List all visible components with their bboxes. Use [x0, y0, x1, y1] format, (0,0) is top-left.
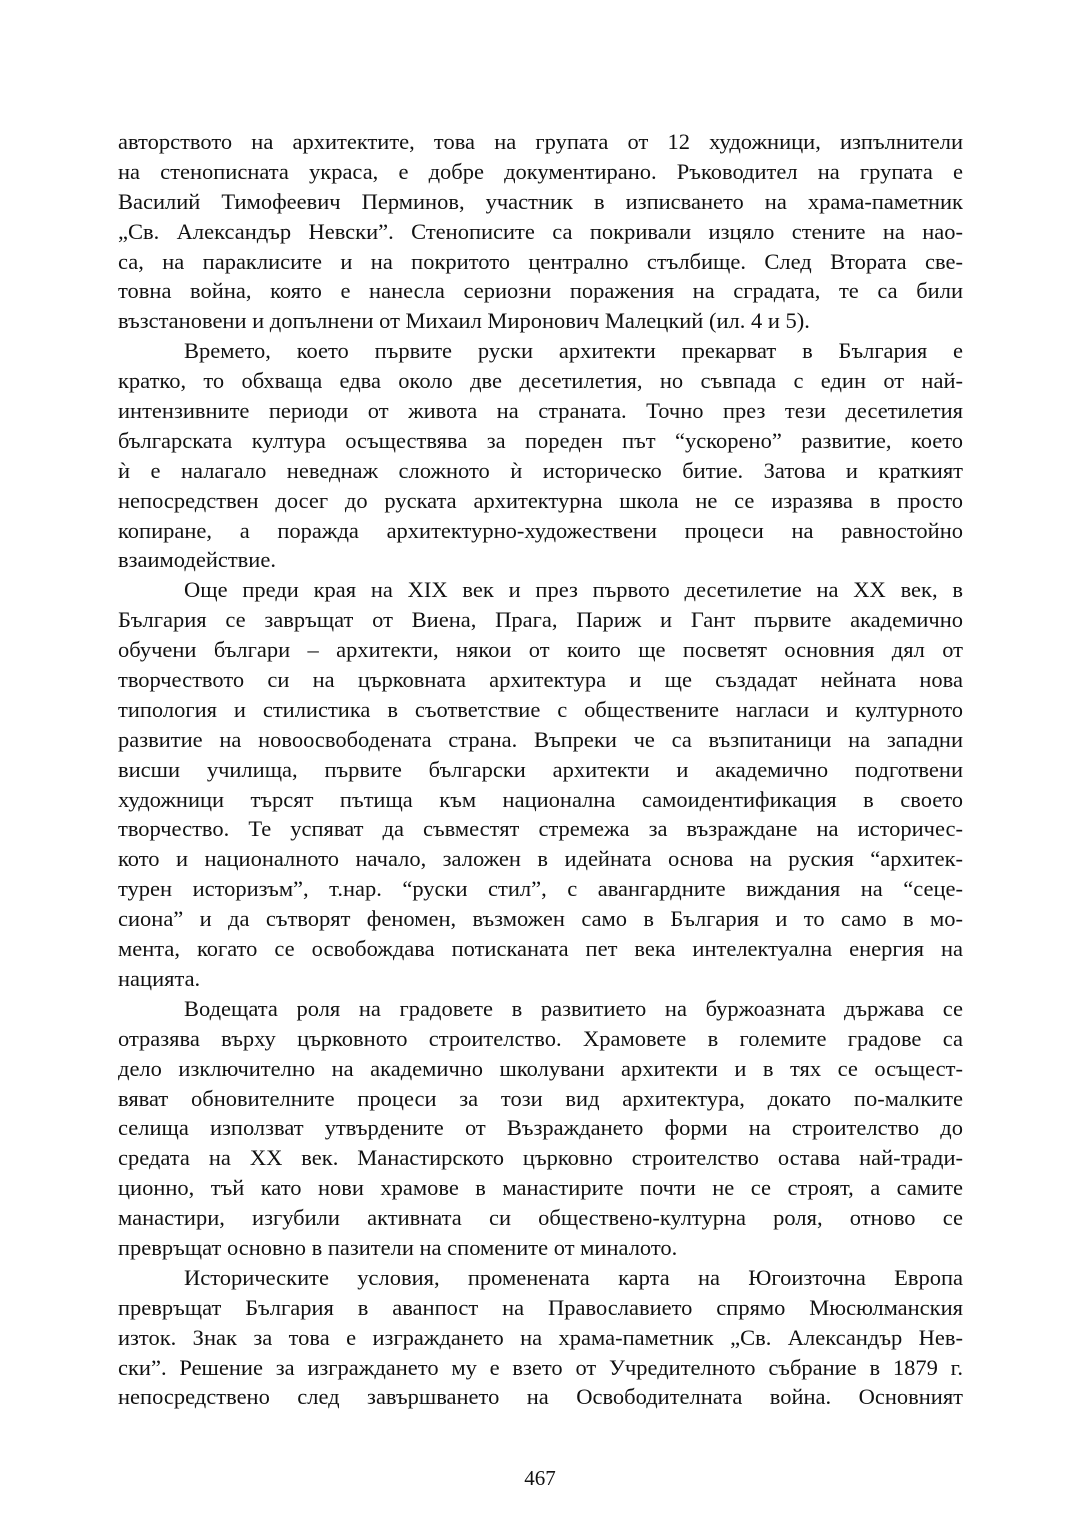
text-line: средата на XX век. Манастирското църковно строителство остава най-тради- [118, 1145, 963, 1171]
text-line: мента, когато се освобождава потисканата пет века интелектуална енергия на [118, 936, 963, 962]
paragraph [118, 127, 963, 336]
text-line: авторството на архитектите, това на групата от 12 художници, изпълнители [118, 129, 963, 154]
text-line: турен историзъм”, т.нар. “руски стил”, с авангардните виждания на “сеце- [118, 876, 963, 902]
text-line: възстановени и допълнени от Михаил Миронович Малецкий (ил. 4 и 5). [118, 308, 810, 334]
text-line: селища използват утвърдените от Възраждането форми на строителство до [118, 1115, 963, 1141]
text-line: непосредствено след завършването на Освободителната война. Основният [118, 1384, 963, 1410]
text-line: на стенописната украса, е добре документирано. Ръководител на групата е [118, 158, 963, 184]
text-line: „Св. Александър Невски”. Стенописите са покривали изцяло стените на нао- [118, 218, 963, 244]
text-line: сиона” и да сътворят феномен, възможен само в България и то само в мо- [118, 906, 963, 932]
text-line: типология и стилистика в съответствие с обществените нагласи и културното [118, 696, 963, 722]
text-line: интензивните периоди от живота на страната. Точно през тези десетилетия [118, 398, 963, 424]
text-line: българската култура осъществява за пореден път “ускорено” развитие, което [118, 427, 963, 453]
text-line: нацията. [118, 965, 201, 991]
text-line: Още преди края на XIX век и през първото десетилетие на XX век, в [184, 577, 963, 603]
text-line: художници търсят пътища към национална самоидентификация в своето [118, 786, 963, 812]
text-line: висши училища, първите български архитекти и академично подготвени [118, 756, 963, 782]
text-line: изток. Знак за това е изграждането на храма-паметник „Св. Александър Нев- [118, 1324, 963, 1350]
text-line: превръщат основно в пазители на спомените от миналото. [118, 1234, 678, 1260]
text-line: Историческите условия, променената карта на Югоизточна Европа [184, 1264, 963, 1290]
text-line: са, на параклисите и на покритото централно стълбище. След Втората све- [118, 248, 963, 274]
text-line: копиране, а поражда архитектурно-художествени процеси на равностойно [118, 517, 963, 543]
text-line: развитие на новоосвободената страна. Въпреки че са възпитаници на западни [118, 726, 963, 752]
text-line: непосредствен досег до руската архитектурна школа не се изразява в просто [118, 487, 963, 513]
text-line: ѝ е налагало неведнаж сложното ѝ историческо битие. Затова и краткият [118, 457, 963, 483]
text-line: кратко, то обхваща едва около две десетилетия, но съвпада с един от най- [118, 368, 963, 394]
text-line: Водещата роля на градовете в развитието на буржоазната държава се [184, 995, 963, 1021]
text-line: кото и националното начало, заложен в идейната основа на руския “архитек- [118, 846, 963, 872]
text-line: взаимодействие. [118, 547, 276, 573]
paragraph [118, 336, 963, 575]
text-line: ски”. Решение за изграждането му е взето от Учредителното събрание в 1879 г. [118, 1354, 963, 1380]
text-line: България се завръщат от Виена, Прага, Париж и Гант първите академично [118, 607, 963, 633]
text-line: отразява върху църковното строителство. Храмовете в големите градове са [118, 1025, 963, 1051]
body-text [118, 127, 963, 1412]
paragraph [118, 575, 963, 993]
text-line: дело изключително на академично школувани архитекти и в тях се осъщест- [118, 1055, 963, 1081]
text-line: товна война, която е нанесла сериозни поражения на сградата, те са били [118, 278, 963, 304]
text-line: творчеството си на църковната архитектура и ще създадат нейната нова [118, 667, 963, 693]
text-line: Времето, което първите руски архитекти прекарват в България е [184, 338, 963, 364]
text-line: обучени българи – архитекти, някои от които ще посветят основния дял от [118, 637, 963, 663]
page-number: 467 [524, 1466, 556, 1490]
text-line: вяват обновителните процеси за този вид архитектура, докато по-малките [118, 1085, 963, 1111]
text-line: Василий Тимофеевич Перминов, участник в изписването на храма-паметник [118, 188, 963, 214]
paragraph [118, 1263, 963, 1412]
text-line: манастири, изгубили активната си обществено-културна роля, отново се [118, 1205, 963, 1231]
text-line: превръщат България в аванпост на Православието спрямо Мюсюлманския [118, 1294, 963, 1320]
text-line: творчество. Те успяват да съвместят стремежа за възраждане на историчес- [118, 816, 963, 842]
text-line: ционно, тъй като нови храмове в манастирите почти не се строят, а самите [118, 1175, 963, 1201]
paragraph [118, 994, 963, 1263]
